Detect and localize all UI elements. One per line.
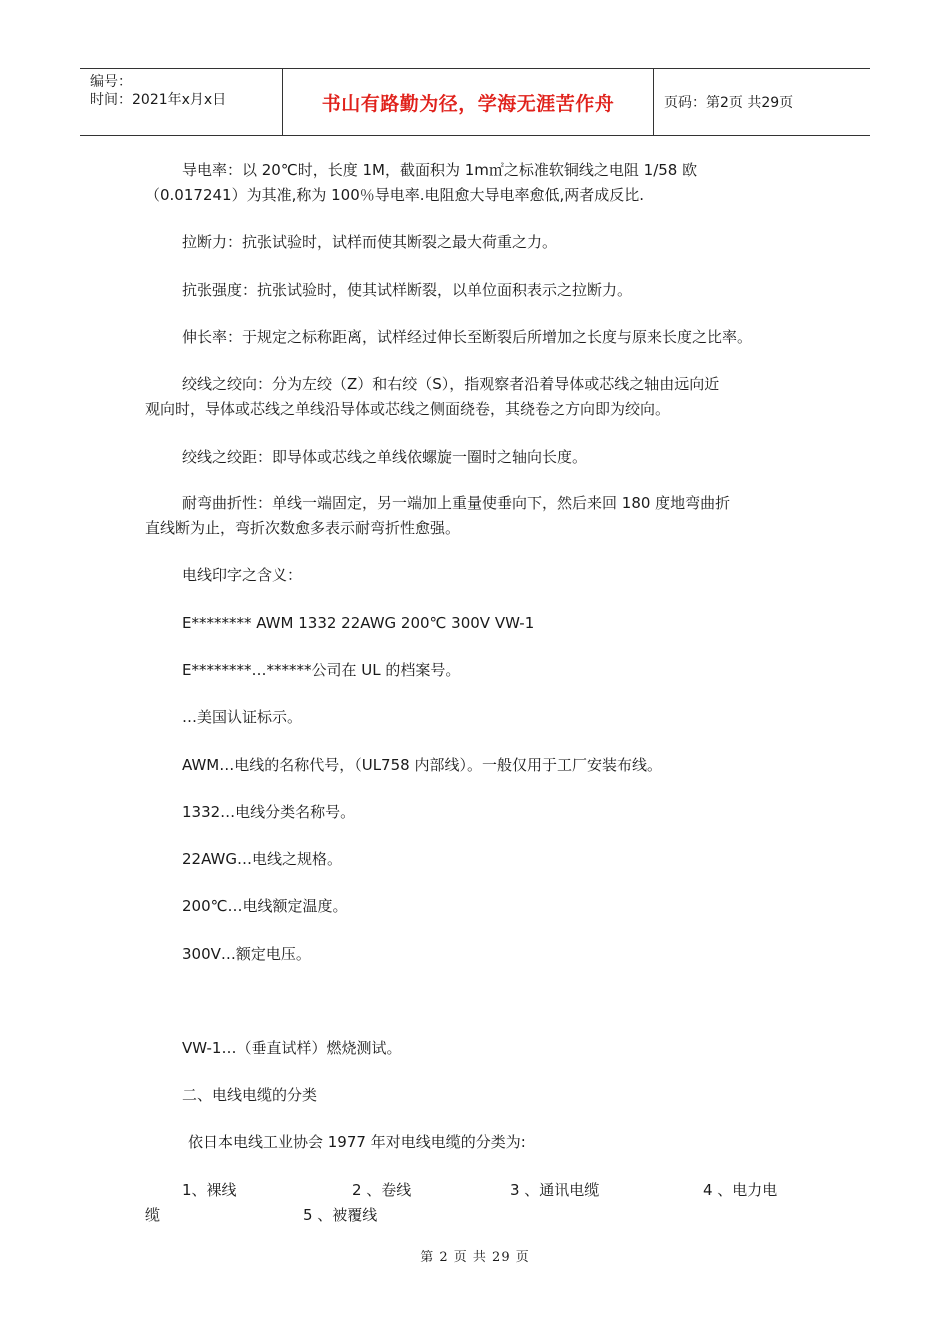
category-bare-wire: 1、裸线 <box>182 1181 237 1199</box>
paragraph-bending-line1: 耐弯曲折性：单线一端固定，另一端加上重量使垂向下，然后来回 180 度地弯曲折 <box>182 494 731 512</box>
category-power-cable-cont: 缆 <box>145 1206 161 1224</box>
paragraph-300v: 300V…额定电压。 <box>182 945 311 963</box>
paragraph-elongation: 伸长率：于规定之标称距离，试样经过伸长至断裂后所增加之长度与原来长度之比率。 <box>182 328 753 346</box>
paragraph-200c: 200℃…电线额定温度。 <box>182 897 348 915</box>
paragraph-1332: 1332…电线分类名称号。 <box>182 803 356 821</box>
paragraph-marking-example: E******** AWM 1332 22AWG 200℃ 300V VW-1 <box>182 614 535 632</box>
header-page-code: 页码：第2页 共29页 <box>664 95 794 111</box>
paragraph-conductivity-line1: 导电率：以 20℃时，长度 1M，截面积为 1m㎡之标准软铜线之电阻 1/58 欧 <box>182 161 698 179</box>
document-number: 编号： <box>90 74 132 90</box>
header-motto: 书山有路勤为径，学海无涯苦作舟 <box>321 92 615 115</box>
paragraph-lay-direction-line1: 绞线之绞向：分为左绞（Z）和右绞（S），指观察者沿着导体或芯线之轴由远向近 <box>182 375 720 393</box>
paragraph-lay-direction-line2: 观向时，导体或芯线之单线沿导体或芯线之侧面绕卷，其绕卷之方向即为绞向。 <box>145 400 671 418</box>
header-page-code-cell <box>654 69 870 135</box>
paragraph-breaking-force: 拉断力：抗张试验时，试样而使其断裂之最大荷重之力。 <box>182 233 558 251</box>
category-winding-wire: 2 、卷线 <box>352 1181 412 1199</box>
category-power-cable: 4 、电力电 <box>703 1181 778 1199</box>
header-motto-cell <box>282 69 654 135</box>
page-header <box>80 68 870 136</box>
paragraph-22awg: 22AWG…电线之规格。 <box>182 850 342 868</box>
header-meta <box>80 69 282 135</box>
paragraph-conductivity-line2: （0.017241）为其准,称为 100％导电率.电阻愈大导电率愈低,两者成反比. <box>145 186 645 204</box>
page-footer: 第 2 页 共 29 页 <box>420 1250 530 1265</box>
paragraph-ul-file-number: E********…******公司在 UL 的档案号。 <box>182 661 461 679</box>
paragraph-bending-line2: 直线断为止，弯折次数愈多表示耐弯折性愈强。 <box>145 519 461 537</box>
paragraph-lay-length: 绞线之绞距：即导体或芯线之单线依螺旋一圈时之轴向长度。 <box>182 448 588 466</box>
paragraph-awm: AWM…电线的名称代号，（UL758 内部线）。一般仅用于工厂安装布线。 <box>182 756 662 774</box>
section-heading-classification: 二、电线电缆的分类 <box>182 1086 318 1104</box>
paragraph-tensile-strength: 抗张强度：抗张试验时，使其试样断裂，以单位面积表示之拉断力。 <box>182 281 633 299</box>
paragraph-marking-meaning: 电线印字之含义： <box>182 566 303 584</box>
paragraph-us-cert-mark: …美国认证标示。 <box>182 708 303 726</box>
category-row-2 <box>145 1203 815 1227</box>
paragraph-jp-classification: 依日本电线工业协会 1977 年对电线电缆的分类为: <box>188 1133 526 1151</box>
category-coated-wire: 5 、被覆线 <box>303 1206 378 1224</box>
category-communication-cable: 3 、通讯电缆 <box>510 1181 600 1199</box>
paragraph-vw1: VW-1…（垂直试样）燃烧测试。 <box>182 1039 402 1057</box>
category-row-1 <box>145 1178 815 1202</box>
document-date: 时间：2021年x月x日 <box>90 92 227 108</box>
